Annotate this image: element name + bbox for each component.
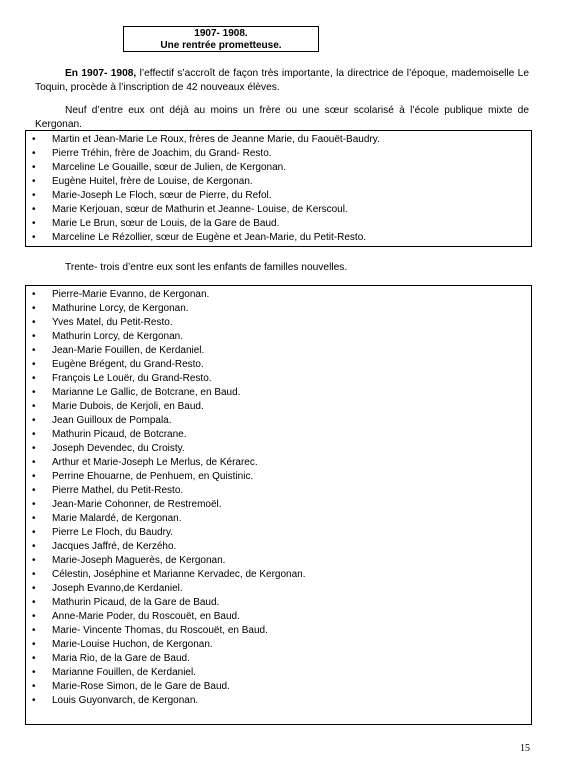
list-item: • Maria Rio, de la Gare de Baud. (26, 652, 531, 666)
siblings-note-text: Neuf d’entre eux ont déjà au moins un frère ou une sœur scolarisé à l’école publique mixte de Kergonan. (35, 105, 529, 130)
list-item: • Arthur et Marie-Joseph Le Merlus, de Kérarec. (26, 456, 531, 470)
list-item: • Marianne Fouillen, de Kerdaniel. (26, 666, 531, 680)
list-item: • Marianne Le Gallic, de Botcrane, en Baud. (26, 386, 531, 400)
title-line-2: Une rentrée prometteuse. (160, 40, 282, 51)
list-item: • François Le Louër, du Grand-Resto. (26, 372, 531, 386)
siblings-list (26, 133, 531, 245)
list-item: • Jean Guilloux de Pompala. (26, 414, 531, 428)
list-item: • Marie-Joseph Maguerès, de Kergonan. (26, 554, 531, 568)
title-line-1: 1907- 1908. (194, 28, 248, 39)
page-number: 15 (520, 743, 530, 754)
list-item: • Jean-Marie Cohonner, de Restremoël. (26, 498, 531, 512)
intro-paragraph (35, 67, 529, 95)
list-item: • Eugène Huitel, frère de Louise, de Kergonan. (26, 175, 531, 189)
list-item: • Louis Guyonvarch, de Kergonan. (26, 694, 531, 708)
list-item: • Marie Dubois, de Kerjoli, en Baud. (26, 400, 531, 414)
new-families-note (35, 261, 529, 275)
list-item: • Marie-Louise Huchon, de Kergonan. (26, 638, 531, 652)
list-item: • Marie- Vincente Thomas, du Roscouët, en Baud. (26, 624, 531, 638)
list-item: • Jean-Marie Fouillen, de Kerdaniel. (26, 344, 531, 358)
list-item: • Marceline Le Gouaille, sœur de Julien, de Kergonan. (26, 161, 531, 175)
new-families-note-text: Trente- trois d’entre eux sont les enfants de familles nouvelles. (65, 262, 348, 273)
list-item: • Jacques Jaffré, de Kerzého. (26, 540, 531, 554)
page-title-box (123, 26, 319, 52)
list-item: • Mathurin Picaud, de Botcrane. (26, 428, 531, 442)
list-item: • Célestin, Joséphine et Marianne Kervadec, de Kergonan. (26, 568, 531, 582)
list-item: • Anne-Marie Poder, du Roscouët, en Baud. (26, 610, 531, 624)
list-item: • Pierre Tréhin, frère de Joachim, du Grand- Resto. (26, 147, 531, 161)
new-families-list-box (25, 285, 532, 725)
list-item: • Marie Malardé, de Kergonan. (26, 512, 531, 526)
list-item: • Marie-Rose Simon, de le Gare de Baud. (26, 680, 531, 694)
new-families-list (26, 288, 531, 708)
intro-lead: En 1907- 1908, (65, 68, 137, 79)
siblings-list-box (25, 130, 532, 247)
list-item: • Marie-Joseph Le Floch, sœur de Pierre, du Refol. (26, 189, 531, 203)
list-item: • Marie Kerjouan, sœur de Mathurin et Jeanne- Louise, de Kerscoul. (26, 203, 531, 217)
list-item: • Yves Matel, du Petit-Resto. (26, 316, 531, 330)
list-item: • Mathurin Lorcy, de Kergonan. (26, 330, 531, 344)
list-item: • Eugène Brégent, du Grand-Resto. (26, 358, 531, 372)
list-item: • Pierre Le Floch, du Baudry. (26, 526, 531, 540)
list-item: • Perrine Ehouarne, de Penhuem, en Quistinic. (26, 470, 531, 484)
siblings-note (35, 104, 529, 132)
intro-text: l’effectif s’accroît de façon très importante, la directrice de l’époque, mademoiselle Le Toquin, procède à l’inscription de 42 nouveaux élèves. (35, 68, 529, 93)
list-item: • Joseph Devendec, du Croisty. (26, 442, 531, 456)
list-item: • Pierre-Marie Evanno, de Kergonan. (26, 288, 531, 302)
list-item: • Mathurin Picaud, de la Gare de Baud. (26, 596, 531, 610)
list-item: • Joseph Evanno,de Kerdaniel. (26, 582, 531, 596)
list-item: • Mathurine Lorcy, de Kergonan. (26, 302, 531, 316)
list-item: • Marie Le Brun, sœur de Louis, de la Gare de Baud. (26, 217, 531, 231)
list-item: • Pierre Mathel, du Petit-Resto. (26, 484, 531, 498)
list-item: • Marceline Le Rézollier, sœur de Eugène et Jean-Marie, du Petit-Resto. (26, 231, 531, 245)
list-item: • Martin et Jean-Marie Le Roux, frères de Jeanne Marie, du Faouët-Baudry. (26, 133, 531, 147)
